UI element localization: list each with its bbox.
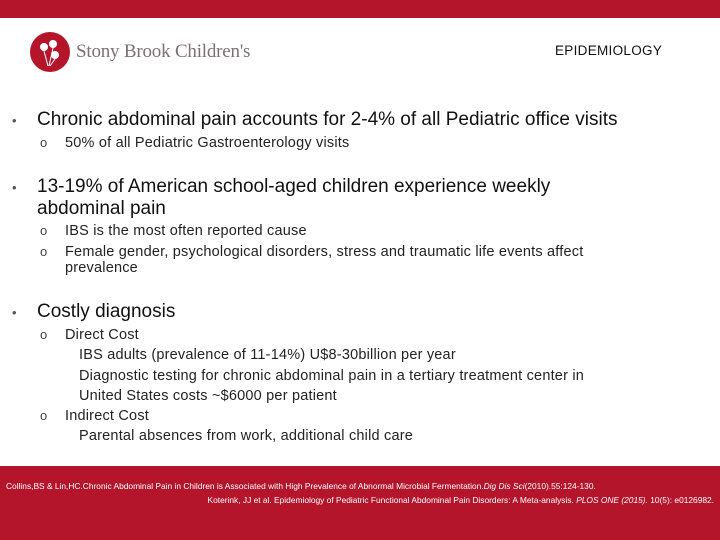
direct-cost-label: Direct Cost bbox=[65, 327, 139, 343]
bullet-icon: • bbox=[12, 113, 17, 128]
logo-balloon-icon bbox=[30, 30, 72, 76]
sub-bullet-icon: o bbox=[40, 327, 48, 342]
citation-2-main: Koterink, JJ et al. Epidemiology of Pediatric Functional Abdominal Pain Disorders: A Meta-analysis. bbox=[207, 495, 577, 505]
sub-bullet-icon: o bbox=[40, 244, 48, 259]
citation-1-journal: Dig Dis Sci bbox=[483, 481, 525, 491]
citation-2-journal: PLOS ONE (2015). bbox=[576, 495, 648, 505]
bullet-icon: • bbox=[12, 180, 17, 195]
top-brand-bar bbox=[0, 0, 720, 18]
direct-cost-line-1: IBS adults (prevalence of 11-14%) U$8-30billion per year bbox=[79, 347, 456, 363]
bullet-3-text: Costly diagnosis bbox=[37, 301, 176, 322]
citation-1 bbox=[6, 481, 596, 491]
section-label: EPIDEMIOLOGY bbox=[555, 43, 663, 58]
citation-2 bbox=[208, 495, 715, 505]
sub-bullet-icon: o bbox=[40, 223, 48, 238]
logo bbox=[30, 30, 270, 76]
bullet-2-sub-1: IBS is the most often reported cause bbox=[65, 223, 307, 239]
bullet-2-text-line2: abdominal pain bbox=[37, 198, 166, 219]
citation-1-main: Collins,BS & Lin,HC.Chronic Abdominal Pain in Children is Associated with High Prevalence of Abnormal Microbial Fermentation. bbox=[6, 481, 484, 491]
bullet-1-sub-1: 50% of all Pediatric Gastroenterology visits bbox=[65, 135, 350, 151]
bullet-icon: • bbox=[12, 305, 17, 320]
bullet-1-text: Chronic abdominal pain accounts for 2-4% of all Pediatric office visits bbox=[37, 109, 618, 130]
citation-footer bbox=[0, 466, 720, 540]
sub-bullet-icon: o bbox=[40, 135, 48, 150]
bullet-2-sub-2: Female gender, psychological disorders, stress and traumatic life events affect bbox=[65, 244, 584, 260]
indirect-cost-label: Indirect Cost bbox=[65, 408, 149, 424]
bullet-2-text-line1: 13-19% of American school-aged children experience weekly bbox=[37, 176, 551, 197]
citation-1-tail: (2010).55:124-130. bbox=[524, 481, 596, 491]
bullet-2-sub-2-cont: prevalence bbox=[65, 260, 138, 276]
sub-bullet-icon: o bbox=[40, 408, 48, 423]
indirect-cost-line-1: Parental absences from work, additional child care bbox=[79, 428, 413, 444]
direct-cost-line-3: United States costs ~$6000 per patient bbox=[79, 388, 337, 404]
direct-cost-line-2: Diagnostic testing for chronic abdominal pain in a tertiary treatment center in bbox=[79, 368, 585, 384]
logo-text: Stony Brook Children's bbox=[76, 41, 251, 62]
citation-2-tail: 10(5): e0126982. bbox=[647, 495, 714, 505]
